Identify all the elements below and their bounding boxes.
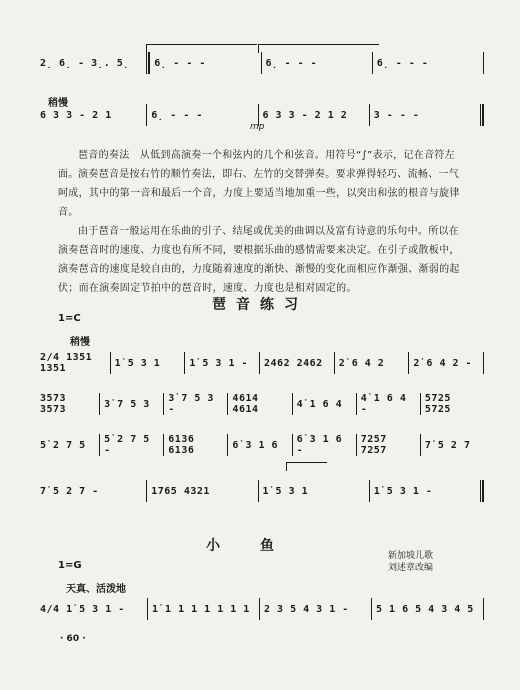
song-row-1 [36, 598, 484, 620]
measure: 6̇ 3 1 6 [232, 439, 279, 451]
measure: 4614 4614 [232, 393, 259, 415]
measure: 5̇ 2 7 5 [40, 439, 86, 451]
song-expression: 天真、活泼地 [66, 584, 126, 595]
song-credit-origin: 新加坡儿歌 [388, 551, 434, 561]
measure: 7̇ 5 2 7 [424, 439, 471, 451]
measure: 2̣ 6̣ - 3̣. 5̣ [40, 57, 130, 69]
song-key: 1=G [58, 560, 82, 571]
measure: 7257 7257 [360, 434, 387, 456]
volta-bracket [146, 44, 257, 53]
final-barline [480, 480, 484, 502]
measure: 6 3 3 - 2 1 2 [262, 109, 348, 121]
measure: 2 3 5 4 3 1 - [264, 603, 349, 615]
measure: 2462 2462 [264, 357, 323, 369]
barline [483, 598, 484, 620]
measure: 1̇ 5 3 1 [114, 357, 161, 369]
song-title: 小鱼 [206, 538, 314, 554]
exercise-row-4 [36, 480, 484, 502]
measure: 2/4 1351 1351 [40, 352, 93, 374]
song-credit-arranger: 刘述章改编 [388, 563, 434, 573]
measure: 1̇ 5 3 1 - [189, 357, 249, 369]
measure: 6̣ - - - [154, 57, 206, 69]
barline [483, 52, 484, 74]
measure: 1765 4321 [151, 485, 210, 497]
measure: 3̇ 7 5 3 [104, 398, 150, 410]
measure: 4̇ 1 6 4 - [360, 393, 407, 415]
measure: 6̣ - - - [151, 109, 203, 121]
exercise-row-1 [36, 352, 484, 374]
final-barline [480, 104, 484, 126]
measure: 4̇ 1 6 4 [296, 398, 343, 410]
measure: 6136 6136 [168, 434, 195, 456]
measure: 6̇ 3 1 6 - [296, 434, 343, 456]
measure: 3 - - - [373, 109, 420, 121]
paragraph-3: 由于琶音一般运用在乐曲的引子、结尾或优美的曲调以及富有诗意的乐句中。所以在演奏琶音时的速度、力度也有所不同，要根据乐曲的感情需要来决定。在引子或散板中，演奏琶音的速度是较自由的，力度随着速度的渐快、渐慢的变化而相应作渐强、渐弱的起伏；而在演奏固定节拍中的琶音时，速度、力度也是相对固定的。 [58, 226, 460, 294]
exercise-row-2 [36, 393, 484, 415]
measure: 3̇ 7 5 3 - [168, 393, 214, 415]
measure: 6̣ - - - [376, 57, 429, 69]
volta-bracket [286, 462, 327, 471]
dynamic-mark: mp [250, 122, 265, 132]
exercise-title: 琶音练习 [212, 297, 308, 313]
paragraph-1: 琶音的奏法 从低到高演奏一个和弦内的几个和弦音。用符号“∫”表示，记在音符左面。 [58, 150, 455, 180]
top-score-line-1 [36, 52, 484, 74]
measure: 5 1 6 5 4 3 4 5 [376, 603, 474, 615]
paragraph-2: 演奏琶音是按右竹的顺竹奏法，即右、左竹的交替弹奏。要求弹得轻巧、流畅、一气呵成，其中的第一音和最后一个音，力度上要适当地加重一些，以突出和弦的根音与旋律音。 [58, 169, 460, 218]
exercise-key: 1=C [58, 313, 81, 324]
measure: 6̣ - - - [265, 57, 318, 69]
measure: 1̇ 5 3 1 [262, 485, 309, 497]
measure: 2̇ 6 4 2 - [413, 357, 473, 369]
measure: 1̇ 1 1 1 1 1 1 1 [152, 603, 250, 615]
measure: 2̇ 6 4 2 [338, 357, 385, 369]
measure: 6 3 3 - 2 1 [40, 109, 112, 121]
barline [483, 352, 484, 374]
volta-bracket [258, 44, 379, 53]
exercise-row-3 [36, 434, 484, 456]
measure: 5̇ 2 7 5 - [104, 434, 150, 456]
measure: 3573 3573 [40, 393, 67, 415]
measure: 7̇ 5 2 7 - [40, 485, 99, 497]
measure: 4/4 1̇ 5 3 1 - [40, 603, 125, 615]
exercise-tempo: 稍慢 [70, 337, 90, 348]
measure: 5725 5725 [424, 393, 451, 415]
page-number: · 60 · [60, 634, 86, 644]
tempo-mark: 稍慢 [48, 98, 68, 109]
measure: 1̇ 5 3 1 - [373, 485, 433, 497]
